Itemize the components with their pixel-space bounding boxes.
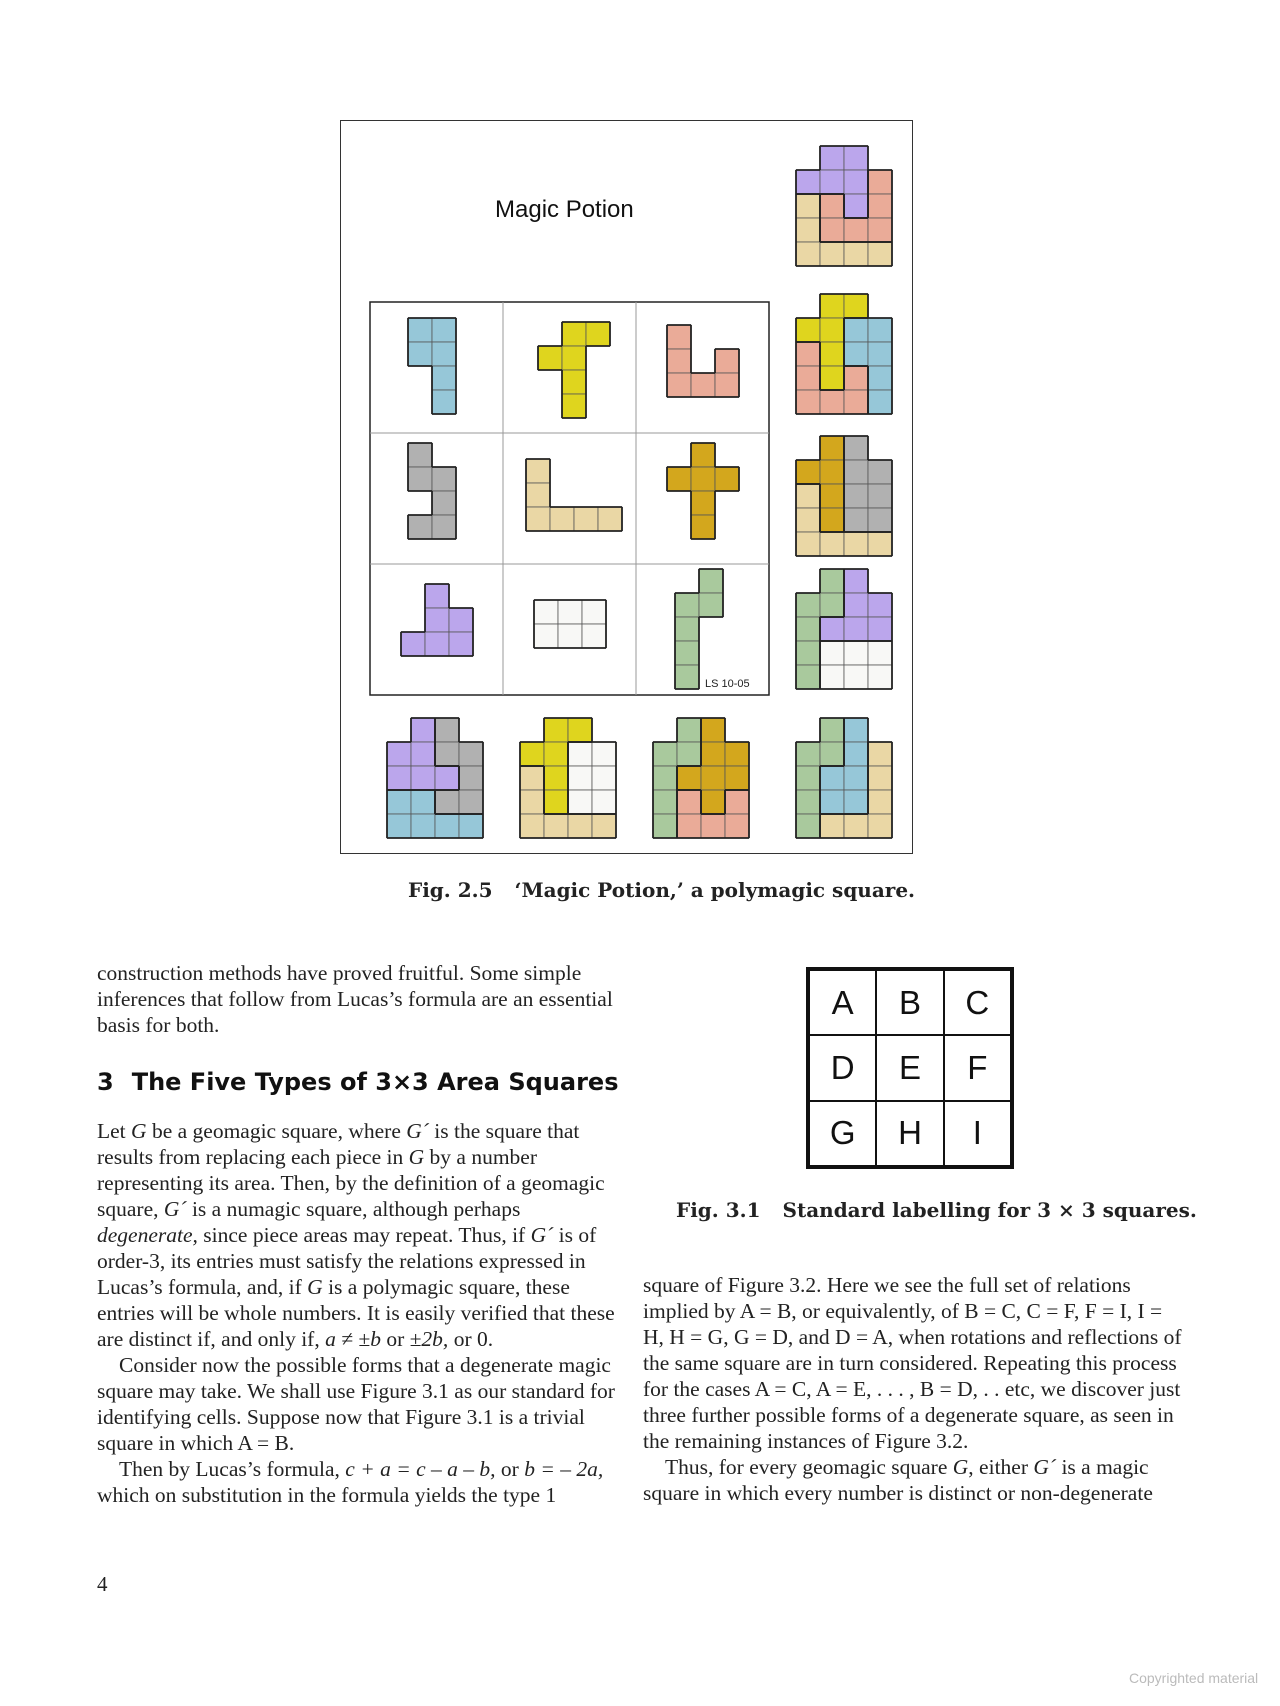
caption-text: ‘Magic Potion,’ a polymagic square. [514, 878, 916, 902]
composite-col-3 [653, 718, 749, 838]
paragraph-lucas: Then by Lucas’s formula, c + a = c – a – b, or b = – 2a, which on substitution in the formula yields the type 1 [97, 1457, 604, 1507]
piece-gold [667, 443, 739, 539]
piece-white [534, 600, 606, 648]
page-number: 4 [97, 1572, 108, 1596]
piece-purple [401, 584, 473, 656]
paragraph-degenerate: Consider now the possible forms that a degenerate magic square may take. We shall use Figure 3.1 as our standard for identifying cells. Suppose now that Figure 3.1 is a trivial square in which A = B. [97, 1353, 615, 1455]
labelling-grid [806, 967, 1014, 1169]
caption-number: Fig. 3.1 [676, 1198, 761, 1222]
section-heading: 3 The Five Types of 3×3 Area Squares [97, 1068, 619, 1096]
label-cell-d: D [809, 1035, 876, 1100]
label-cell-f: F [944, 1035, 1011, 1100]
composite-col-4 [796, 718, 892, 838]
caption-number: Fig. 2.5 [408, 878, 493, 902]
intro-paragraph: construction methods have proved fruitful. Some simple inferences that follow from Lucas’s formula are an essential basis for both. [97, 961, 613, 1037]
piece-yellow [538, 322, 610, 418]
piece-green [675, 569, 723, 689]
label-cell-c: C [944, 970, 1011, 1035]
credit-label: LS 10-05 [705, 678, 750, 690]
left-column-text [97, 1118, 624, 1508]
label-cell-i: I [944, 1101, 1011, 1166]
figure-title: Magic Potion [495, 196, 634, 223]
label-cell-e: E [876, 1035, 943, 1100]
right-column-text [643, 1272, 1183, 1506]
label-cell-h: H [876, 1101, 943, 1166]
piece-salmon [667, 325, 739, 397]
copyright-watermark: Copyrighted material [1129, 1670, 1259, 1686]
composite-col-1 [387, 718, 483, 838]
figure-3-1-caption [676, 1198, 1197, 1222]
label-cell-b: B [876, 970, 943, 1035]
composite-row-1 [796, 146, 892, 266]
label-cell-g: G [809, 1101, 876, 1166]
composite-row-3 [796, 436, 892, 556]
composite-row-2 [796, 294, 892, 414]
label-cell-a: A [809, 970, 876, 1035]
paragraph-relations: square of Figure 3.2. Here we see the full set of relations implied by A = B, or equivalently, of B = C, C = F, F = I, I = H, H = G, G = D, and D = A, when rotations and reflections of the same square are in turn considered. Repeating this process for the cases A = C, A = E, . . . , B = D, . . etc, we discover just three further possible forms of a degenerate square, as seen in the remaining instances of Figure 3.2. [643, 1273, 1182, 1453]
piece-blue [408, 318, 456, 414]
paragraph-definition: Let G be a geomagic square, where G´ is the square that results from replacing each piece in G by a number representing its area. Then, by the definition of a geomagic square, G´ is a numagic square, although perhaps degenerate, since piece areas may repeat. Thus, if G´ is of order-3, its entries must satisfy the relations expressed in Lucas’s formula, and, if G is a polymagic square, these entries will be whole numbers. It is easily verified that these are distinct if, and only if, a ≠ ±b or ±2b, or 0. [97, 1119, 615, 1351]
composite-col-2 [520, 718, 616, 838]
composite-row-4 [796, 569, 892, 689]
paragraph-conclusion: Thus, for every geomagic square G, either G´ is a magic square in which every number is distinct or non-degenerate [643, 1455, 1153, 1505]
caption-text: Standard labelling for 3 × 3 squares. [782, 1198, 1197, 1222]
piece-gray [408, 443, 456, 539]
figure-2-5-caption [408, 878, 915, 902]
piece-tan [526, 459, 622, 531]
